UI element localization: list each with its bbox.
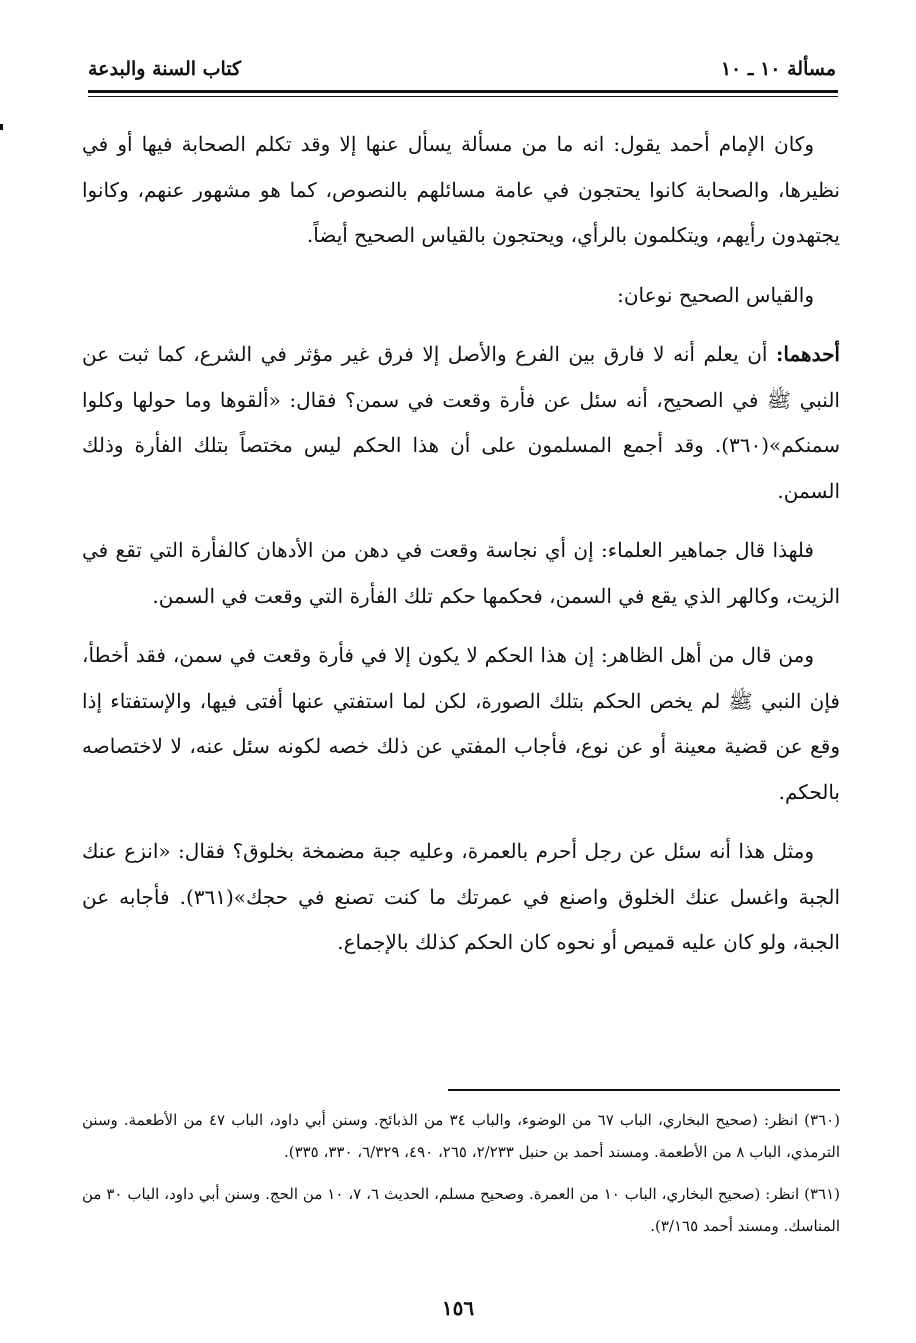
paragraph-2: والقياس الصحيح نوعان: (617, 282, 814, 307)
paragraph-4: فلهذا قال جماهير العلماء: إن أي نجاسة وقعت في دهن من الأدهان كالفأرة التي تقع في الزيت، وكالهر الذي يقع في السمن، فحكمها حكم تلك الفأرة التي وقعت في السمن. (82, 538, 840, 608)
main-text (82, 122, 840, 980)
header-rule-thick (88, 90, 838, 93)
header-book-title: كتاب السنة والبدعة (88, 58, 242, 80)
footnotes (82, 1104, 840, 1252)
footnote-361: (٣٦١) انظر: (صحيح البخاري، الباب ١٠ من العمرة. وصحيح مسلم، الحديث ٦، ٧، ١٠ من الحج. وسنن أبي داود، الباب ٣٠ من المناسك. ومسند أحمد ٣/١٦٥). (82, 1185, 841, 1235)
paragraph-3-text: أن يعلم أنه لا فارق بين الفرع والأصل إلا فرق غير مؤثر في الشرع، كما ثبت عن النبي ﷺ في الصحيح، أنه سئل عن فأرة وقعت في سمن؟ فقال: «ألقوها وما حولها وكلوا سمنكم»(٣٦٠). وقد أجمع المسلمون على أن هذا الحكم ليس مختصاً بتلك الفأرة وذلك السمن. (82, 342, 840, 503)
header-rule-thin (88, 96, 838, 97)
footnote-360: (٣٦٠) انظر: (صحيح البخاري، الباب ٦٧ من الوضوء، والباب ٣٤ من الذبائح. وسنن أبي داود، الباب ٤٧ من الأطعمة. وسنن الترمذي، الباب ٨ من الأطعمة. ومسند أحمد بن حنبل ٢/٢٣٣، ٢٦٥، ٤٩٠، ٦/٣٢٩، ٣٣٠، ٣٣٥). (82, 1111, 840, 1161)
paragraph-3 (82, 332, 840, 514)
paragraph-5: ومن قال من أهل الظاهر: إن هذا الحكم لا يكون إلا في فأرة وقعت في سمن، فقد أخطأ، فإن النبي ﷺ لم يخص الحكم بتلك الصورة، لكن لما استفتي عنها أفتى فيها، والإستفتاء إذا وقع عن قضية معينة أو عن نوع، فأجاب المفتي عن ذلك خصه لكونه سئل عنه، لا لاختصاصه بالحكم. (82, 643, 840, 804)
paragraph-1: وكان الإمام أحمد يقول: انه ما من مسألة يسأل عنها إلا وقد تكلم الصحابة فيها أو في نظيرها، والصحابة كانوا يحتجون في عامة مسائلهم بالنصوص، كما هو مشهور عنهم، وكانوا يجتهدون رأيهم، ويتكلمون بالرأي، ويحتجون بالقياس الصحيح أيضاً. (82, 132, 840, 247)
margin-mark (0, 124, 3, 130)
page-number: ١٥٦ (441, 1296, 475, 1320)
header-issue-label: مسألة ١٠ ـ ١٠ (720, 58, 836, 80)
running-header (88, 58, 836, 88)
footnote-separator (448, 1089, 840, 1091)
paragraph-3-lead: أحدهما: (775, 342, 840, 366)
paragraph-6: ومثل هذا أنه سئل عن رجل أحرم بالعمرة، وعليه جبة مضمخة بخلوق؟ فقال: «انزع عنك الجبة واغسل عنك الخلوق واصنع في عمرتك ما كنت تصنع في حجك»(٣٦١). فأجابه عن الجبة، ولو كان عليه قميص أو نحوه كان الحكم كذلك بالإجماع. (82, 839, 840, 954)
